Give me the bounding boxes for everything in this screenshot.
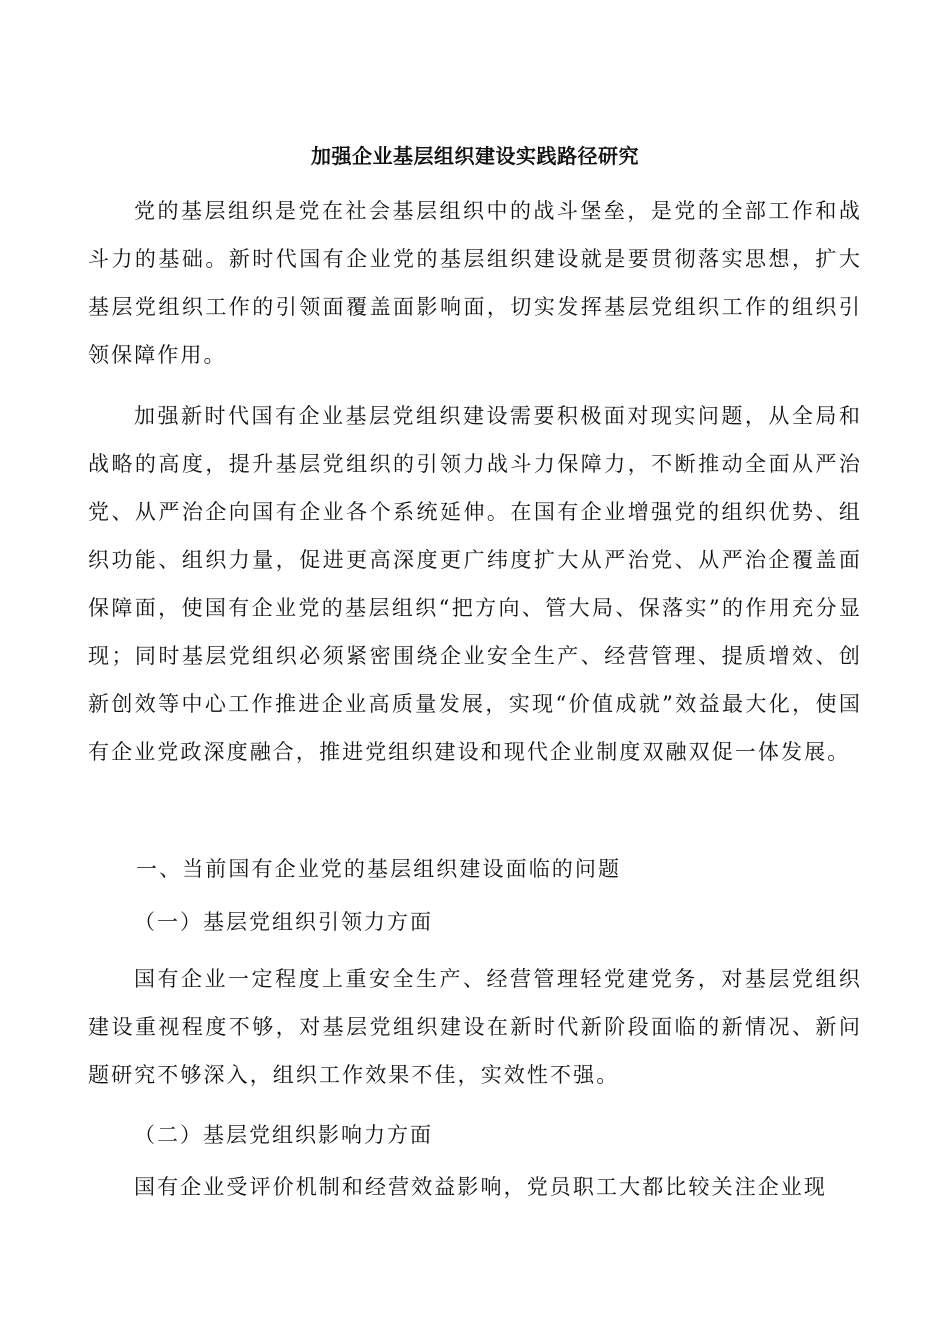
document-page	[88, 0, 862, 1344]
subsection-heading-leadership: （一）基层党组织引领力方面	[134, 910, 433, 934]
paragraph-intro: 党的基层组织是党在社会基层组织中的战斗堡垒，是党的全部工作和战斗力的基础。新时代国有企业党的基层组织建设就是要贯彻落实思想，扩大基层党组织工作的引领面覆盖面影响面，切实发挥基层党组织工作的组织引领保障作用。	[88, 199, 862, 367]
paragraph-strengthen: 加强新时代国有企业基层党组织建设需要积极面对现实问题，从全局和战略的高度，提升基层党组织的引领力战斗力保障力，不断推动全面从严治党、从严治企向国有企业各个系统延伸。在国有企业增强党的组织优势、组织功能、组织力量，促进更高深度更广纬度扩大从严治党、从严治企覆盖面保障面，使国有企业党的基层组织“把方向、管大局、保落实”的作用充分显现；同时基层党组织必须紧密围绕企业安全生产、经营管理、提质增效、创新创效等中心工作推进企业高质量发展，实现“价值成就”效益最大化，使国有企业党政深度融合，推进党组织建设和现代企业制度双融双促一体发展。	[88, 404, 862, 764]
section-heading-problems: 一、当前国有企业党的基层组织建设面临的问题	[136, 857, 622, 881]
subsection-heading-influence: （二）基层党组织影响力方面	[134, 1123, 433, 1147]
paragraph-influence: 国有企业受评价机制和经营效益影响，党员职工大都比较关注企业现	[134, 1175, 827, 1199]
paragraph-leadership: 国有企业一定程度上重安全生产、经营管理轻党建党务，对基层党组织建设重视程度不够，对基层党组织建设在新时代新阶段面临的新情况、新问题研究不够深入，组织工作效果不佳，实效性不强。	[88, 967, 862, 1087]
document-title: 加强企业基层组织建设实践路径研究	[311, 144, 639, 168]
